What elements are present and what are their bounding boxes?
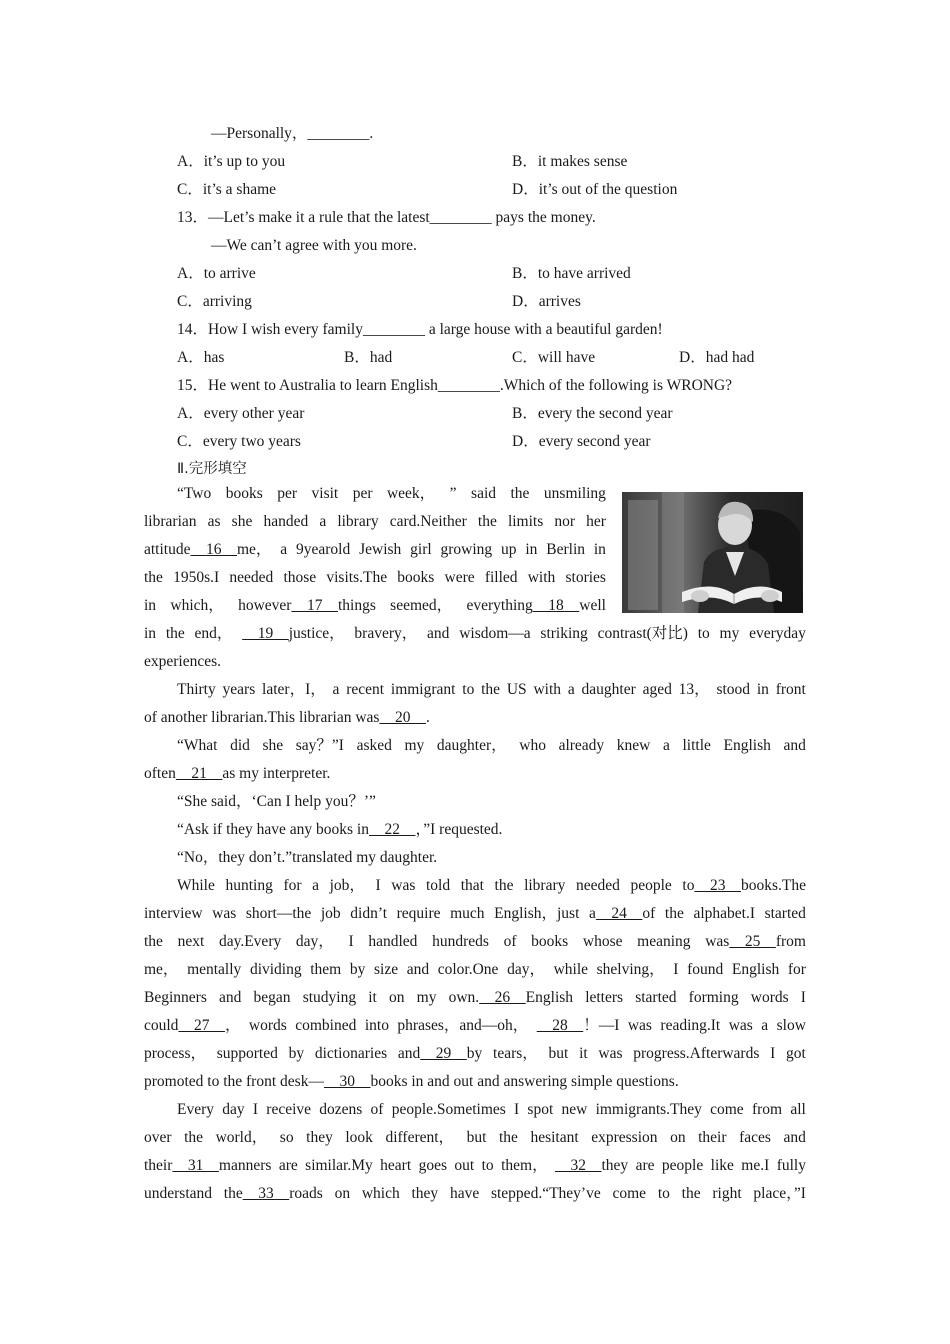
- passage-line-11: often 21 as my interpreter.: [144, 765, 331, 782]
- passage-line-4: the 1950s.I needed those visits.The books were filled with stories: [144, 569, 606, 586]
- q14-option-d: D．had had: [679, 349, 755, 366]
- passage-line-18: me， mentally dividing them by size and color.One day， while shelving， I found English for: [144, 961, 806, 978]
- q13-option-c: C．arriving: [177, 293, 252, 310]
- passage-line-5: in which， however 17 things seemed， everything 18 well: [144, 597, 606, 614]
- passage-line-7: experiences.: [144, 653, 222, 670]
- passage-line-1: “Two books per visit per week， ” said the unsmiling: [177, 485, 606, 502]
- q12-option-a: A．it’s up to you: [177, 153, 286, 170]
- q15-option-c: C．every two years: [177, 433, 301, 450]
- boy-reading-photo: [622, 492, 803, 613]
- q14-option-c: C．will have: [512, 349, 596, 366]
- q15-stem: 15．He went to Australia to learn English________.Which of the following is WRONG?: [177, 377, 733, 394]
- passage-line-2: librarian as she handed a library card.Neither the limits nor her: [144, 513, 606, 530]
- passage-line-26: understand the 33 roads on which they have stepped.“They’ve come to the right place，”I: [144, 1185, 806, 1202]
- passage-line-19: Beginners and began studying it on my own. 26 English letters started forming words I: [144, 989, 806, 1006]
- passage-line-20: could 27 ， words combined into phrases，and—oh， 28 ！—I was reading.It was a slow: [144, 1017, 806, 1034]
- passage-line-13: “Ask if they have any books in 22 ，”I requested.: [177, 821, 503, 838]
- q12-reply: —Personally，________.: [211, 125, 374, 142]
- q14-option-a: A．has: [177, 349, 225, 366]
- q13-option-b: B．to have arrived: [512, 265, 631, 282]
- passage-line-21: process， supported by dictionaries and 29 by tears， but it was progress.Afterwards I got: [144, 1045, 806, 1062]
- q13-stem: 13．—Let’s make it a rule that the latest________ pays the money.: [177, 209, 596, 226]
- q15-option-a: A．every other year: [177, 405, 305, 422]
- q13-option-d: D．arrives: [512, 293, 581, 310]
- q12-option-c: C．it’s a shame: [177, 181, 277, 198]
- passage-line-14: “No，they don’t.”translated my daughter.: [177, 849, 438, 866]
- q14-stem: 14．How I wish every family________ a large house with a beautiful garden!: [177, 321, 663, 338]
- passage-line-12: “She said，‘Can I help you？’”: [177, 793, 376, 810]
- passage-line-23: Every day I receive dozens of people.Sometimes I spot new immigrants.They come from all: [177, 1101, 806, 1118]
- q12-option-b: B．it makes sense: [512, 153, 628, 170]
- passage-line-17: the next day.Every day， I handled hundreds of books whose meaning was 25 from: [144, 933, 806, 950]
- q15-option-b: B．every the second year: [512, 405, 673, 422]
- q15-option-d: D．every second year: [512, 433, 651, 450]
- passage-line-9: of another librarian.This librarian was 20 .: [144, 709, 430, 726]
- q13-option-a: A．to arrive: [177, 265, 256, 282]
- passage-line-24: over the world， so they look different， but the hesitant expression on their faces and: [144, 1129, 806, 1146]
- passage-line-10: “What did she say？”I asked my daughter， who already knew a little English and: [177, 737, 806, 754]
- q13-reply: —We can’t agree with you more.: [211, 237, 417, 254]
- section-title: Ⅱ.完形填空: [177, 461, 247, 477]
- passage-line-16: interview was short—the job didn’t require much English，just a 24 of the alphabet.I started: [144, 905, 806, 922]
- passage-line-8: Thirty years later，I， a recent immigrant to the US with a daughter aged 13， stood in front: [177, 681, 806, 698]
- q12-option-d: D．it’s out of the question: [512, 181, 678, 198]
- q14-option-b: B．had: [344, 349, 393, 366]
- passage-line-3: attitude 16 me， a 9yearold Jewish girl growing up in Berlin in: [144, 541, 606, 558]
- passage-line-15: While hunting for a job， I was told that the library needed people to 23 books.The: [177, 877, 806, 894]
- passage-line-6: in the end， 19 justice， bravery， and wisdom—a striking contrast(对比) to my everyday: [144, 625, 806, 642]
- passage-line-25: their 31 manners are similar.My heart goes out to them， 32 they are people like me.I fully: [144, 1157, 806, 1174]
- passage-line-22: promoted to the front desk— 30 books in and out and answering simple questions.: [144, 1073, 679, 1090]
